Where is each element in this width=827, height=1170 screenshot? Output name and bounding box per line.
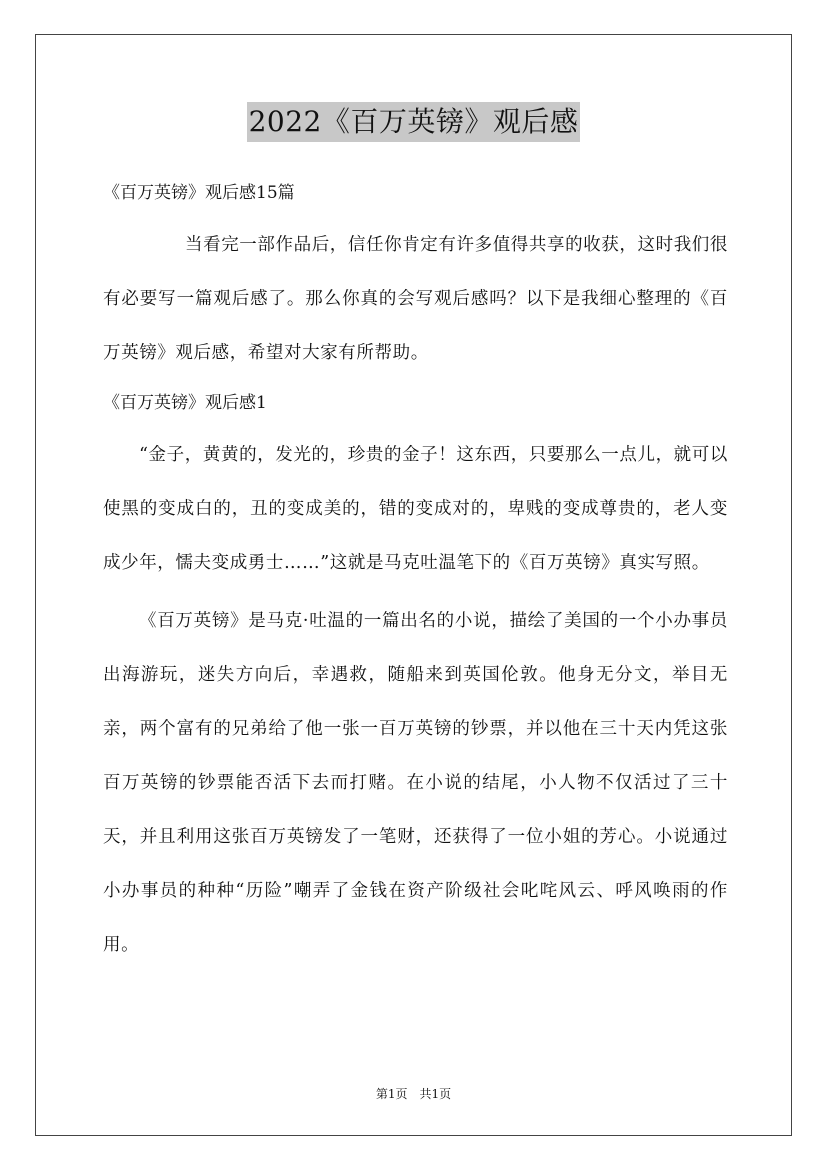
document-title: 2022《百万英镑》观后感: [247, 102, 581, 142]
page-footer: 第1页 共1页: [375, 1087, 452, 1101]
document-subtitle: 《百万英镑》观后感15篇: [103, 183, 295, 203]
section-heading: 《百万英镑》观后感1: [103, 393, 267, 413]
body-paragraph-1: “金子，黄黄的，发光的，珍贵的金子！这东西，只要那么一点儿，就可以使黑的变成白的，丑的变成美的，错的变成对的，卑贱的变成尊贵的，老人变成少年，懦夫变成勇士……”这就是马克吐温笔下的《百万英镑》真实写照。: [103, 445, 728, 573]
title-container: [0, 102, 827, 142]
intro-paragraph: 当看完一部作品后，信任你肯定有许多值得共享的收获，这时我们很有必要写一篇观后感了。那么你真的会写观后感吗？以下是我细心整理的《百万英镑》观后感，希望对大家有所帮助。: [103, 235, 728, 363]
body-paragraph-2: 《百万英镑》是马克·吐温的一篇出名的小说，描绘了美国的一个小办事员出海游玩，迷失方向后，幸遇救，随船来到英国伦敦。他身无分文，举目无亲，两个富有的兄弟给了他一张一百万英镑的钞票，并以他在三十天内凭这张百万英镑的钞票能否活下去而打赌。在小说的结尾，小人物不仅活过了三十天，并且利用这张百万英镑发了一笔财，还获得了一位小姐的芳心。小说通过小办事员的种种“历险”嘲弄了金钱在资产阶级社会叱咤风云、呼风唤雨的作用。: [103, 611, 728, 955]
document-body: [103, 173, 728, 972]
